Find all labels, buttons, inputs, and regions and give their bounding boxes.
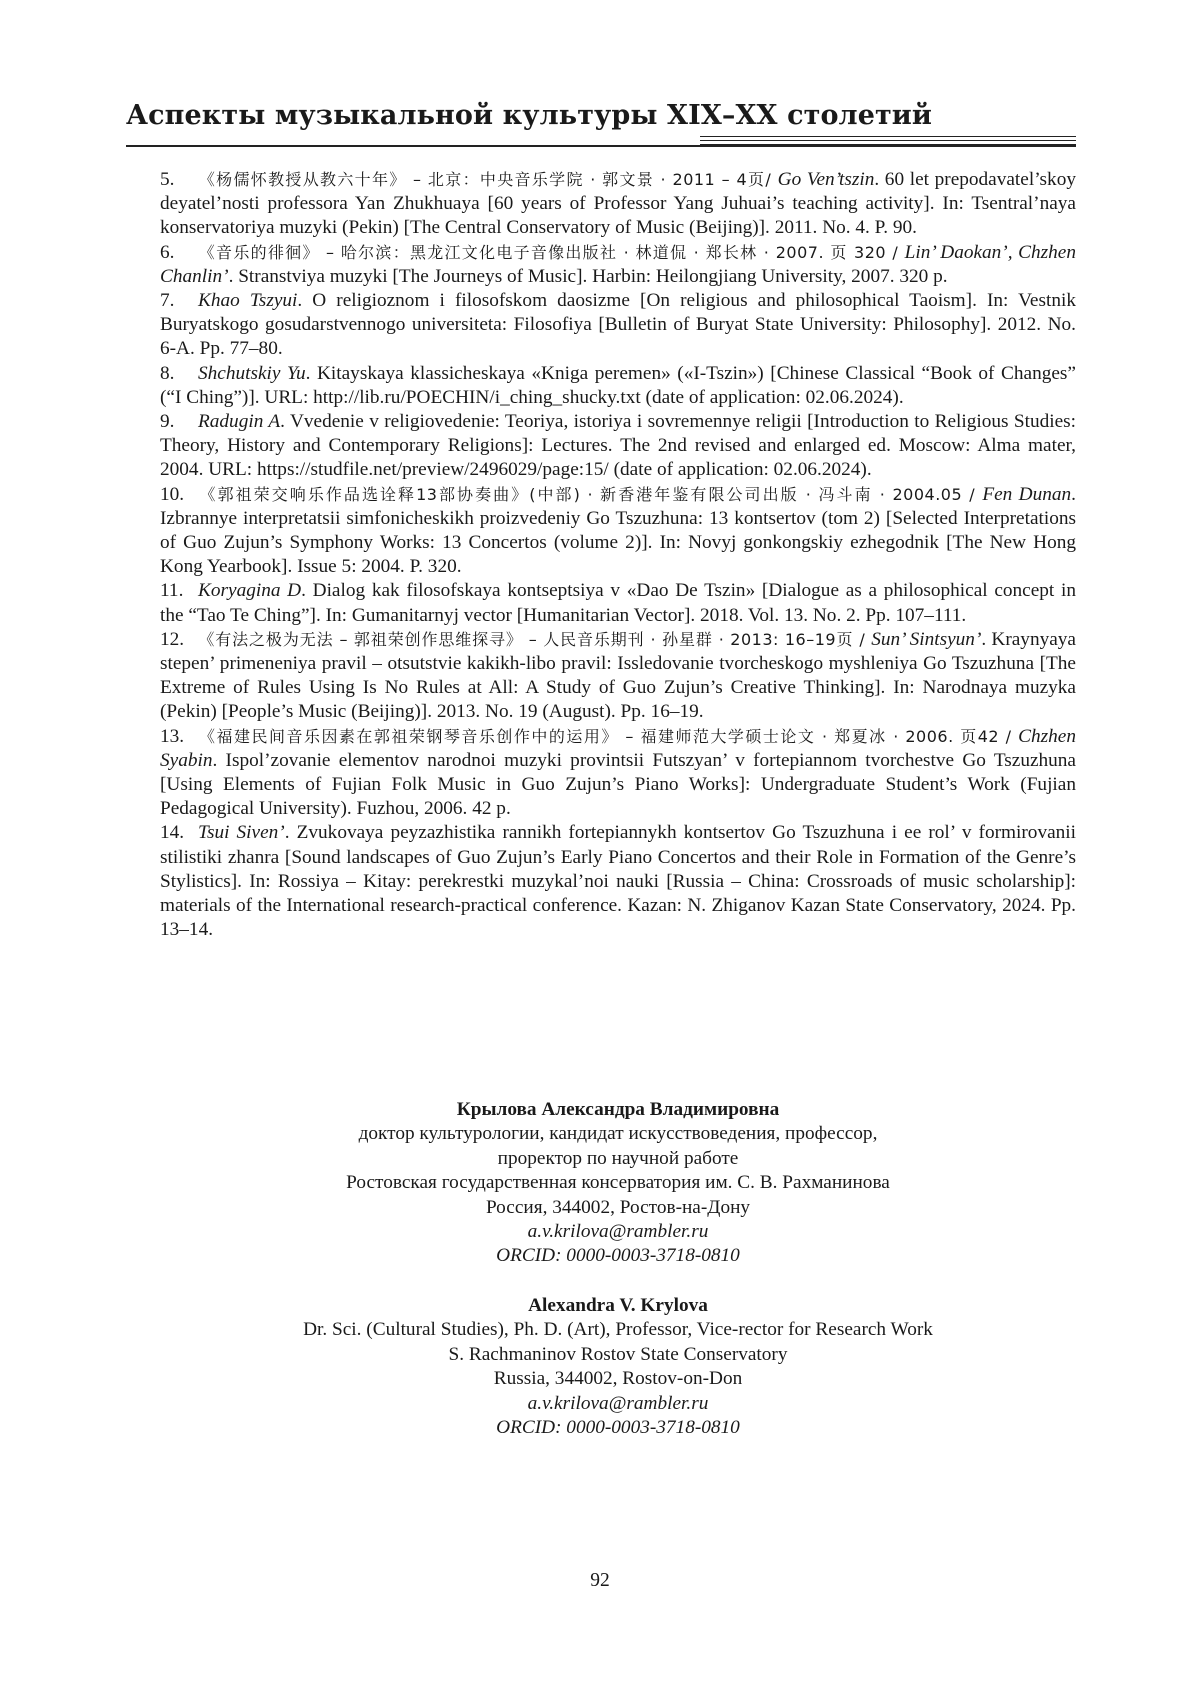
reference-item	[160, 628, 1076, 725]
header-rule-double	[700, 144, 1076, 145]
reference-number: 10.	[160, 483, 185, 505]
reference-item	[160, 821, 1076, 942]
author-degrees: доктор культурологии, кандидат искусствоведения, профессор,	[358, 1123, 878, 1145]
reference-text: . Kitayskaya klassicheskaya «Kniga peremen» («I-Tszin») [Chinese Classical “Book of Changes” (“I Ching”)]. URL: http://lib.ru/POECHIN/i_ching_shucky.txt (date of application: 02.06.2024).	[160, 362, 1076, 408]
reference-author: Go Ven’tszin	[777, 169, 875, 190]
reference-list	[160, 168, 1076, 943]
author-orcid: ORCID: 0000-0003-3718-0810	[496, 1245, 740, 1267]
author-email: a.v.krilova@rambler.ru	[527, 1392, 709, 1414]
reference-author: Lin’ Daokan’, Chzhen Chanlin’	[160, 241, 1076, 287]
reference-author: Khao Tszyui	[198, 290, 298, 312]
author-institution: Ростовская государственная консерватория им. С. В. Рахманинова	[346, 1172, 890, 1194]
reference-original-title: 《福建民间音乐因素在郭祖荣钢琴音乐创作中的运用》 – 福建师范大学硕士论文 · 郑夏冰 · 2006. 页42 /	[198, 726, 1019, 746]
reference-text: . Dialog kak filosofskaya kontseptsiya v «Dao De Tszin» [Dialogue as a philosophical concept in the “Tao Te Ching”]. In: Gumanitarnyj vector [Humanitarian Vector]. 2018. Vol. 13. No. 2. Pp. 107–111.	[160, 580, 1076, 626]
header-rule-double	[700, 140, 1076, 141]
author-name: Alexandra V. Krylova	[528, 1295, 708, 1316]
reference-item	[160, 362, 1076, 410]
reference-text: . Stranstviya muzyki [The Journeys of Music]. Harbin: Heilongjiang University, 2007. 320 p.	[228, 265, 948, 287]
author-position: проректор по научной работе	[497, 1147, 739, 1169]
author-orcid: ORCID: 0000-0003-3718-0810	[496, 1417, 740, 1439]
author-institution: S. Rachmaninov Rostov State Conservatory	[448, 1343, 788, 1365]
reference-text: . Ispol’zovanie elementov narodnoi muzyki provintsii Futszyan’ v fortepiannom tvorchestve Go Tszuzhuna [Using Elements of Fujian Folk Music in Guo Zujun’s Piano Works]: Undergraduate Student’s Work (Fujian Pedagogical University). Fuzhou, 2006. 42 p.	[160, 749, 1076, 820]
reference-number: 12.	[160, 628, 185, 650]
reference-item	[160, 289, 1076, 362]
reference-item	[160, 168, 1076, 241]
reference-text: . Zvukovaya peyzazhistika rannikh fortepiannykh kontsertov Go Tszuzhuna i ee rol’ v formirovanii stilistiki zhanra [Sound landscapes of Guo Zujun’s Early Piano Concertos and their Role in Formation of the Genre’s Stylistics]. In: Rossiya – Kitay: perekrestki muzykal’noi nauki [Russia – China: Crossroads of music scholarship]: materials of the International research-practical conference. Kazan: N. Zhiganov Kazan State Conservatory, 2024. Pp. 13–14.	[160, 822, 1077, 941]
reference-text: . Vvedenie v religiovedenie: Teoriya, istoriya i sovremennye religii [Introduction to Religious Studies: Theory, History and Contemporary Religions]: Lectures. The 2nd revised and enlarged ed. Moscow: Alma mater, 2004. URL: https://studfile.net/preview/2496029/page:15/ (date of application: 02.06.2024).	[160, 411, 1077, 481]
reference-author: Koryagina D	[198, 580, 302, 602]
reference-number: 7.	[160, 290, 175, 312]
reference-number: 5.	[160, 169, 175, 190]
reference-author: Tsui Siven’	[198, 822, 285, 844]
page-number: 92	[590, 1570, 610, 1591]
reference-author: Shchutskiy Yu	[198, 362, 306, 384]
reference-text: . 60 let prepodavatel’skoy deyatel’nosti professora Yan Zhukhuaya [60 years of Professor Yang Juhuai’s teaching activity]. In: Tsentral’naya konservatoriya muzyki (Pekin) [The Central Conservatory of Music (Beijing)]. 2011. No. 4. P. 90.	[160, 169, 1076, 239]
reference-author: Sun’ Sintsyun’	[871, 628, 982, 650]
reference-number: 6.	[160, 241, 175, 263]
running-header	[126, 100, 1076, 150]
reference-author: Chzhen Syabin	[160, 725, 1076, 771]
author-degrees: Dr. Sci. (Cultural Studies), Ph. D. (Art), Professor, Vice-rector for Research Work	[303, 1319, 933, 1341]
author-info-en	[160, 1294, 1076, 1440]
reference-item	[160, 725, 1076, 822]
author-info-ru	[160, 1098, 1076, 1269]
author-address: Россия, 344002, Ростов-на-Дону	[485, 1196, 751, 1218]
reference-number: 8.	[160, 362, 175, 384]
header-rule	[126, 145, 1076, 147]
reference-number: 13.	[160, 725, 185, 747]
reference-author: Fen Dunan	[982, 483, 1072, 505]
author-name: Крылова Александра Владимировна	[456, 1099, 780, 1120]
journal-title: Аспекты музыкальной культуры XIX–XX столетий	[126, 100, 933, 131]
reference-number: 14.	[160, 822, 185, 844]
author-email: a.v.krilova@rambler.ru	[527, 1221, 709, 1243]
header-rule-double	[700, 136, 1076, 137]
reference-author: Radugin A	[198, 411, 281, 433]
reference-original-title: 《有法之极为无法 – 郭祖荣创作思维探寻》 – 人民音乐期刊 · 孙星群 · 2013: 16–19页 /	[198, 629, 872, 649]
reference-original-title: 《杨儒怀教授从教六十年》 – 北京：中央音乐学院 · 郭文景 · 2011 – 4页/	[198, 170, 778, 189]
author-address: Russia, 344002, Rostov-on-Don	[493, 1368, 743, 1390]
reference-text: . Izbrannye interpretatsii simfonicheskikh proizvedeniy Go Tszuzhuna: 13 kontsertov (tom 2) [Selected Interpretations of Guo Zujun’s Symphony Works: 13 Concertos (volume 2)]. In: Novyj gonkongskiy ezhegodnik [The New Hong Kong Yearbook]. Issue 5: 2004. P. 320.	[160, 483, 1076, 578]
reference-original-title: 《音乐的徘徊》 – 哈尔滨：黑龙江文化电子音像出版社 · 林道侃 · 郑长林 · 2007. 页 320 /	[198, 242, 905, 262]
reference-item	[160, 410, 1076, 483]
reference-number: 9.	[160, 411, 175, 433]
reference-item	[160, 579, 1076, 627]
reference-item	[160, 241, 1076, 289]
reference-text: . Kraynyaya stepen’ primeneniya pravil – otsutstvie kakikh-libo pravil: Issledovanie tvorcheskogo myshleniya Go Tszuzhuna [The Extreme of Rules Using Is No Rules at All: A Study of Guo Zujun’s Creative Thinking]. In: Narodnaya muzyka (Pekin) [People’s Music (Beijing)]. 2013. No. 19 (August). Pp. 16–19.	[160, 628, 1076, 723]
reference-number: 11.	[160, 580, 184, 602]
reference-original-title: 《郭祖荣交响乐作品选诠释13部协奏曲》(中部) · 新香港年鉴有限公司出版 · 冯斗南 · 2004.05 /	[198, 484, 983, 504]
reference-item	[160, 483, 1076, 580]
reference-text: . O religioznom i filosofskom daosizme [On religious and philosophical Taoism]. In: Vestnik Buryatskogo gosudarstvennogo universiteta: Filosofiya [Bulletin of Buryat State University: Philosophy]. 2012. No. 6-A. Pp. 77–80.	[160, 290, 1076, 360]
